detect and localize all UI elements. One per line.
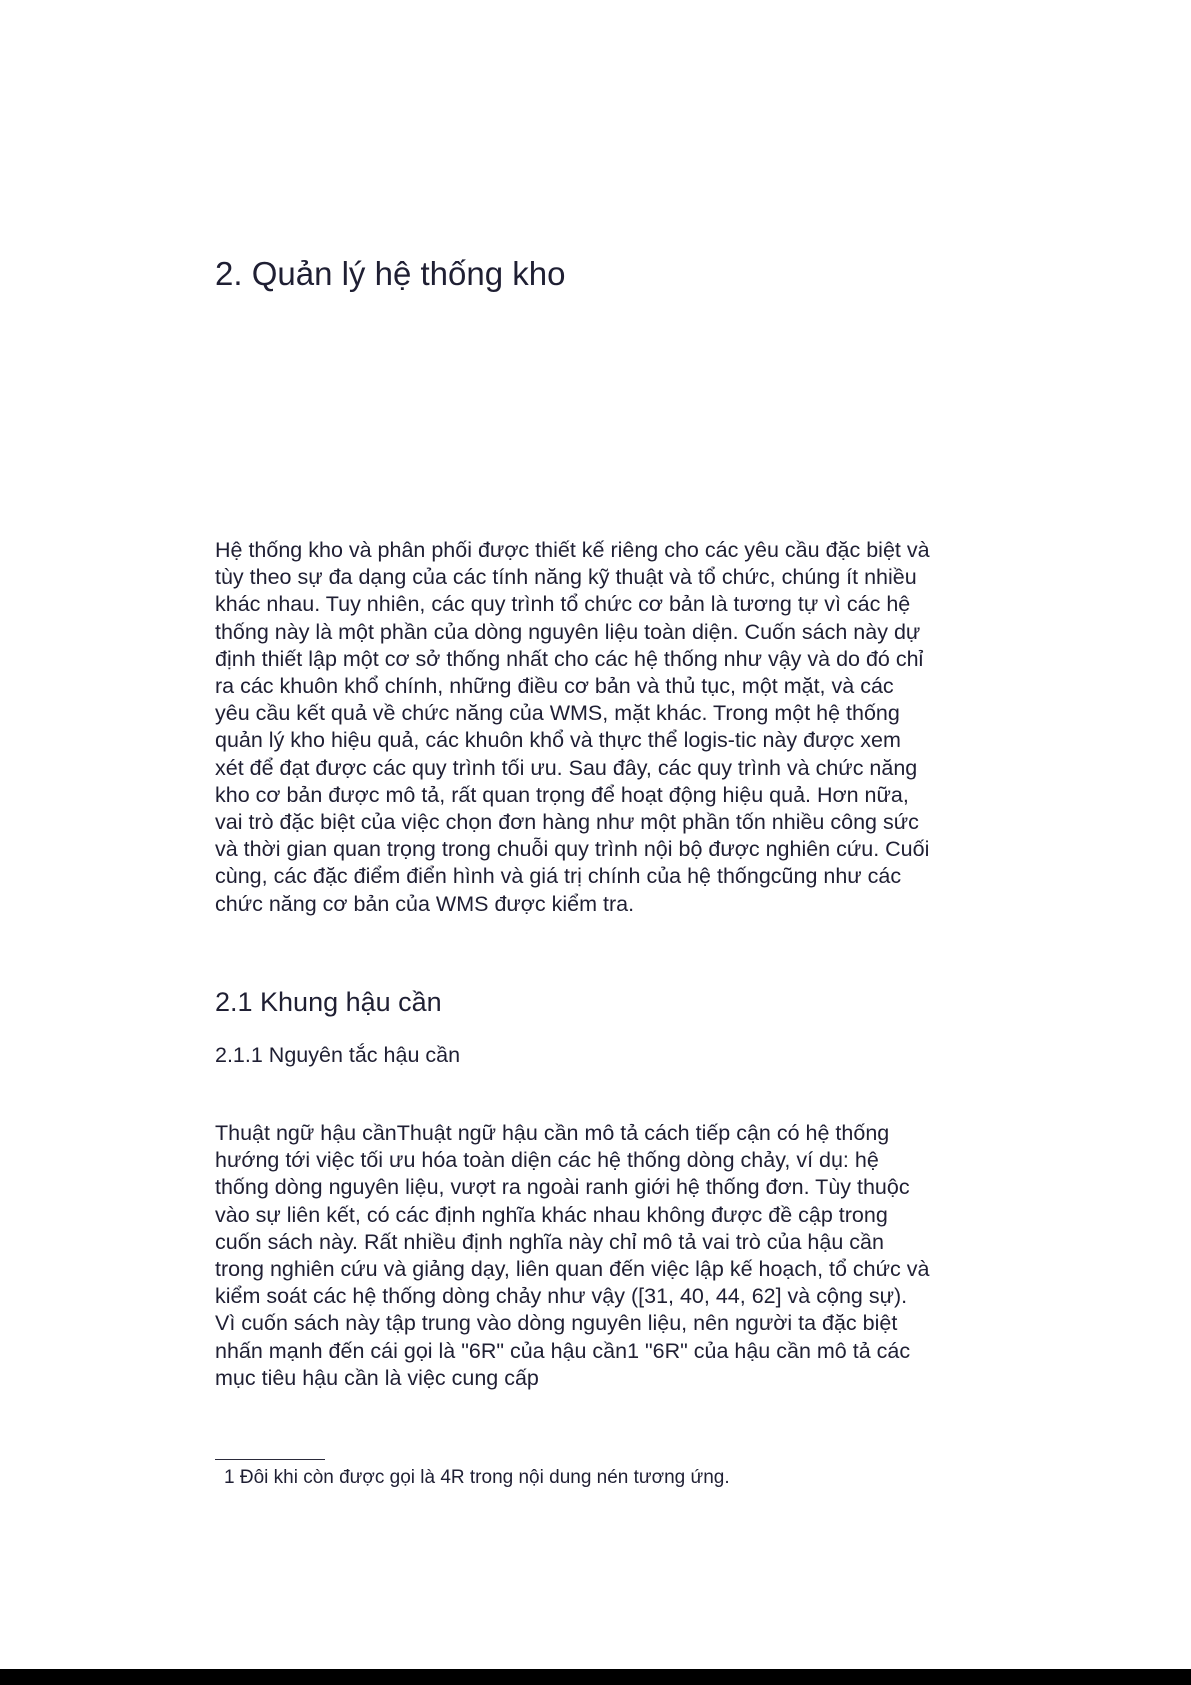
logistics-paragraph — [215, 1120, 995, 1392]
subsection-title: 2.1.1 Nguyên tắc hậu cần — [215, 1043, 461, 1067]
paragraph-line: và thời gian quan trọng trong chuỗi quy trình nội bộ được nghiên cứu. Cuối — [215, 837, 930, 862]
paragraph-line: định thiết lập một cơ sở thống nhất cho các hệ thống như vậy và do đó chỉ — [215, 646, 924, 671]
footnote-divider — [215, 1459, 325, 1460]
paragraph-line: nhấn mạnh đến cái gọi là "6R" của hậu cần1 "6R" của hậu cần mô tả các — [215, 1338, 911, 1363]
intro-paragraph — [215, 537, 995, 918]
chapter-title: 2. Quản lý hệ thống kho — [215, 255, 566, 292]
paragraph-line: kiểm soát các hệ thống dòng chảy như vậy ([31, 40, 44, 62] và cộng sự). — [215, 1284, 908, 1309]
paragraph-line: Vì cuốn sách này tập trung vào dòng nguyên liệu, nên người ta đặc biệt — [215, 1311, 898, 1336]
paragraph-line: ra các khuôn khổ chính, những điều cơ bản và thủ tục, một mặt, và các — [215, 674, 894, 699]
paragraph-line: chức năng cơ bản của WMS được kiểm tra. — [215, 891, 635, 916]
paragraph-line: khác nhau. Tuy nhiên, các quy trình tổ chức cơ bản là tương tự vì các hệ — [215, 592, 911, 617]
paragraph-line: xét để đạt được các quy trình tối ưu. Sau đây, các quy trình và chức năng — [215, 755, 918, 780]
paragraph-line: cuốn sách này. Rất nhiều định nghĩa này chỉ mô tả vai trò của hậu cần — [215, 1229, 884, 1254]
paragraph-line: hướng tới việc tối ưu hóa toàn diện các hệ thống dòng chảy, ví dụ: hệ — [215, 1148, 879, 1173]
paragraph-line: vai trò đặc biệt của việc chọn đơn hàng như một phần tốn nhiều công sức — [215, 810, 919, 835]
paragraph-line: thống dòng nguyên liệu, vượt ra ngoài ranh giới hệ thống đơn. Tùy thuộc — [215, 1175, 910, 1200]
paragraph-line: kho cơ bản được mô tả, rất quan trọng để hoạt động hiệu quả. Hơn nữa, — [215, 782, 909, 807]
paragraph-line: quản lý kho hiệu quả, các khuôn khổ và thực thể logis-tic này được xem — [215, 728, 901, 753]
paragraph-line: Hệ thống kho và phân phối được thiết kế riêng cho các yêu cầu đặc biệt và — [215, 538, 930, 562]
paragraph-line: thống này là một phần của dòng nguyên liệu toàn diện. Cuốn sách này dự — [215, 619, 921, 644]
paragraph-line: vào sự liên kết, có các định nghĩa khác nhau không được đề cập trong — [215, 1202, 888, 1227]
paragraph-line: cùng, các đặc điểm điển hình và giá trị chính của hệ thốngcũng như các — [215, 864, 902, 889]
footnote: 1 Đôi khi còn được gọi là 4R trong nội dung nén tương ứng. — [224, 1467, 730, 1488]
paragraph-line: tùy theo sự đa dạng của các tính năng kỹ thuật và tổ chức, chúng ít nhiều — [215, 565, 917, 590]
paragraph-line: Thuật ngữ hậu cầnThuật ngữ hậu cần mô tả cách tiếp cận có hệ thống — [215, 1121, 890, 1145]
bottom-edge-bar — [0, 1669, 1191, 1685]
section-title: 2.1 Khung hậu cần — [215, 987, 442, 1017]
paragraph-line: mục tiêu hậu cần là việc cung cấp — [215, 1365, 539, 1390]
paragraph-line: yêu cầu kết quả về chức năng của WMS, mặt khác. Trong một hệ thống — [215, 701, 900, 726]
paragraph-line: trong nghiên cứu và giảng dạy, liên quan đến việc lập kế hoạch, tổ chức và — [215, 1257, 930, 1282]
